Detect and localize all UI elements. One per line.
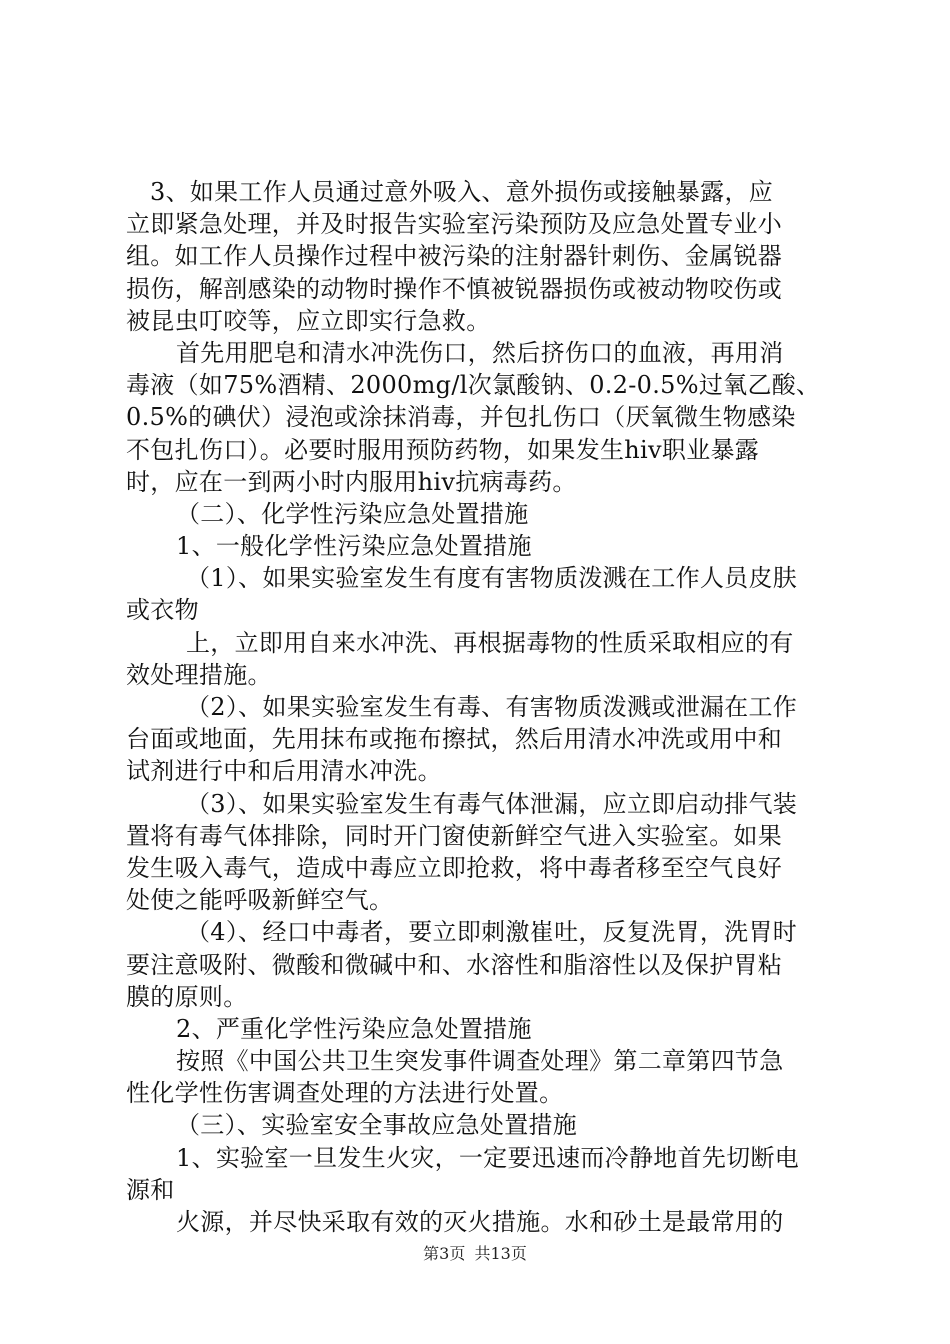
text-line: 膜的原则。 <box>126 982 248 1011</box>
text-line: 毒液（如75%酒精、2000mg/l次氯酸钠、0.2-0.5%过氧乙酸、 <box>126 371 821 400</box>
text-line: 要注意吸附、微酸和微碱中和、水溶性和脂溶性以及保护胃粘 <box>126 950 783 979</box>
text-line: 源和 <box>126 1175 175 1204</box>
text-line: 或衣物 <box>126 596 199 625</box>
page-number: 第3页 <box>423 1244 466 1263</box>
text-line: 上，立即用自来水冲洗、再根据毒物的性质采取相应的有 <box>186 628 794 657</box>
page-total: 共13页 <box>474 1244 527 1263</box>
text-line: 试剂进行中和后用清水冲洗。 <box>126 757 442 786</box>
text-line: 台面或地面，先用抹布或拖布擦拭，然后用清水冲洗或用中和 <box>126 725 783 754</box>
text-line: 不包扎伤口）。必要时服用预防药物，如果发生hiv职业暴露 <box>126 435 760 464</box>
text-line: （2）、如果实验室发生有毒、有害物质泼溅或泄漏在工作 <box>186 693 798 721</box>
document-body <box>126 176 836 1238</box>
subsection-heading: 2、严重化学性污染应急处置措施 <box>176 1014 532 1043</box>
text-line: 0.5%的碘伏）浸泡或涂抹消毒，并包扎伤口（厌氧微生物感染 <box>126 403 796 432</box>
text-line: （1）、如果实验室发生有度有害物质泼溅在工作人员皮肤 <box>186 564 798 593</box>
subsection-heading: 1、一般化学性污染应急处置措施 <box>176 532 532 561</box>
text-line: 首先用肥皂和清水冲洗伤口，然后挤伤口的血液，再用消 <box>176 338 784 367</box>
text-line: 处使之能呼吸新鲜空气。 <box>126 886 394 915</box>
text-line: 置将有毒气体排除，同时开门窗使新鲜空气进入实验室。如果 <box>126 821 783 850</box>
text-line: 3、如果工作人员通过意外吸入、意外损伤或接触暴露，应 <box>150 178 774 206</box>
text-line: 组。如工作人员操作过程中被污染的注射器针刺伤、金属锐器 <box>126 242 783 271</box>
text-line: 1、实验室一旦发生火灾，一定要迅速而冷静地首先切断电 <box>176 1143 800 1172</box>
text-line: 被昆虫叮咬等，应立即实行急救。 <box>126 306 491 335</box>
text-line: 火源，并尽快采取有效的灭火措施。水和砂土是最常用的 <box>176 1208 784 1236</box>
text-line: 损伤，解剖感染的动物时操作不慎被锐器损伤或被动物咬伤或 <box>126 274 783 303</box>
text-line: 立即紧急处理，并及时报告实验室污染预防及应急处置专业小 <box>126 210 783 239</box>
text-line: （4）、经口中毒者，要立即刺激崔吐，反复洗胃，洗胃时 <box>186 918 798 947</box>
text-line: 效处理措施。 <box>126 660 272 689</box>
section-heading: （二）、化学性污染应急处置措施 <box>176 499 529 528</box>
page-footer <box>0 1243 950 1265</box>
text-line: 性化学性伤害调查处理的方法进行处置。 <box>126 1079 564 1108</box>
text-line: （3）、如果实验室发生有毒气体泄漏，应立即启动排气装 <box>186 789 798 818</box>
text-line: 发生吸入毒气，造成中毒应立即抢救，将中毒者移至空气良好 <box>126 853 783 882</box>
text-line: 按照《中国公共卫生突发事件调查处理》第二章第四节急 <box>176 1047 784 1076</box>
text-line: 时，应在一到两小时内服用hiv抗病毒药。 <box>126 467 577 496</box>
section-heading: （三）、实验室安全事故应急处置措施 <box>176 1111 578 1140</box>
